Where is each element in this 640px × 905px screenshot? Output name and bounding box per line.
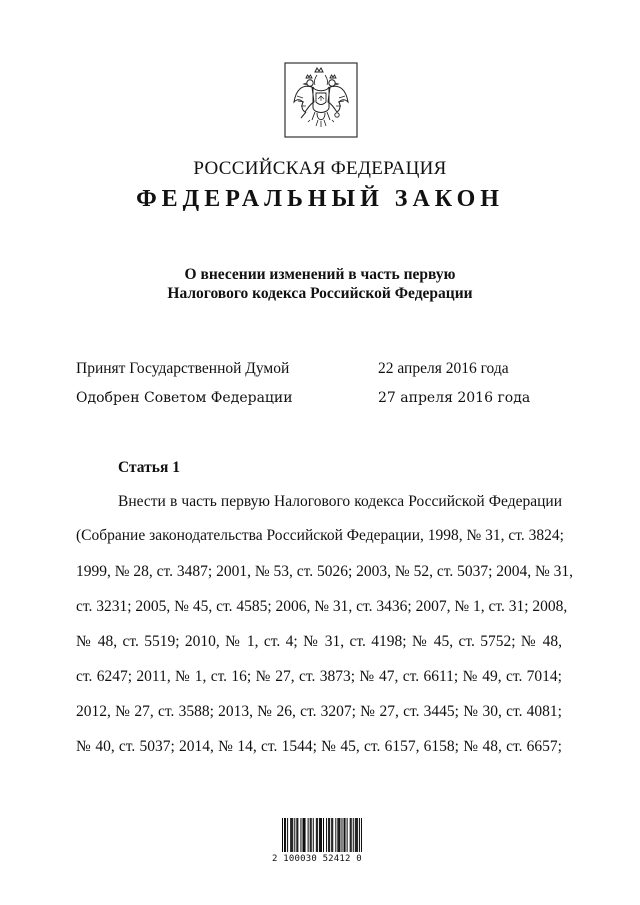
article-text-line: № 40, ст. 5037; 2014, № 14, ст. 1544; № 45, ст. 6157, 6158; № 48, ст. 6657; [76, 738, 562, 755]
law-title-line-2: Налогового кодекса Российской Федерации [167, 285, 473, 302]
barcode-number: 2 100030 52412 0 [272, 854, 362, 864]
barcode-icon [282, 818, 362, 852]
adopted-by-duma-label: Принят Государственной Думой [76, 360, 290, 377]
russian-coat-of-arms-icon [284, 62, 358, 138]
law-title-line-1: О внесении изменений в часть первую [184, 266, 456, 283]
law-title [0, 265, 640, 303]
article-text-line: 1999, № 28, ст. 3487; 2001, № 53, ст. 5026; 2003, № 52, ст. 5037; 2004, № 31, [76, 563, 574, 580]
article-text-line: (Собрание законодательства Российской Федерации, 1998, № 31, ст. 3824; [76, 527, 564, 544]
article-text-line: Внести в часть первую Налогового кодекса Российской Федерации [118, 493, 562, 510]
article-text-line: ст. 6247; 2011, № 1, ст. 16; № 27, ст. 3873; № 47, ст. 6611; № 49, ст. 7014; [76, 668, 562, 685]
approved-by-council-label: Одобрен Советом Федерации [76, 390, 293, 406]
article-text-line: № 48, ст. 5519; 2010, № 1, ст. 4; № 31, ст. 4198; № 45, ст. 5752; № 48, [76, 633, 562, 650]
country-name: РОССИЙСКАЯ ФЕДЕРАЦИЯ [193, 158, 447, 179]
document-type: ФЕДЕРАЛЬНЫЙ ЗАКОН [136, 186, 504, 212]
article-text-line: ст. 3231; 2005, № 45, ст. 4585; 2006, № 31, ст. 3436; 2007, № 1, ст. 31; 2008, [76, 598, 568, 615]
adopted-by-duma-date: 22 апреля 2016 года [378, 360, 509, 377]
approved-by-council-date: 27 апреля 2016 года [378, 390, 531, 406]
article-title: Статья 1 [118, 459, 180, 476]
article-text-line: 2012, № 27, ст. 3588; 2013, № 26, ст. 3207; № 27, ст. 3445; № 30, ст. 4081; [76, 703, 562, 720]
